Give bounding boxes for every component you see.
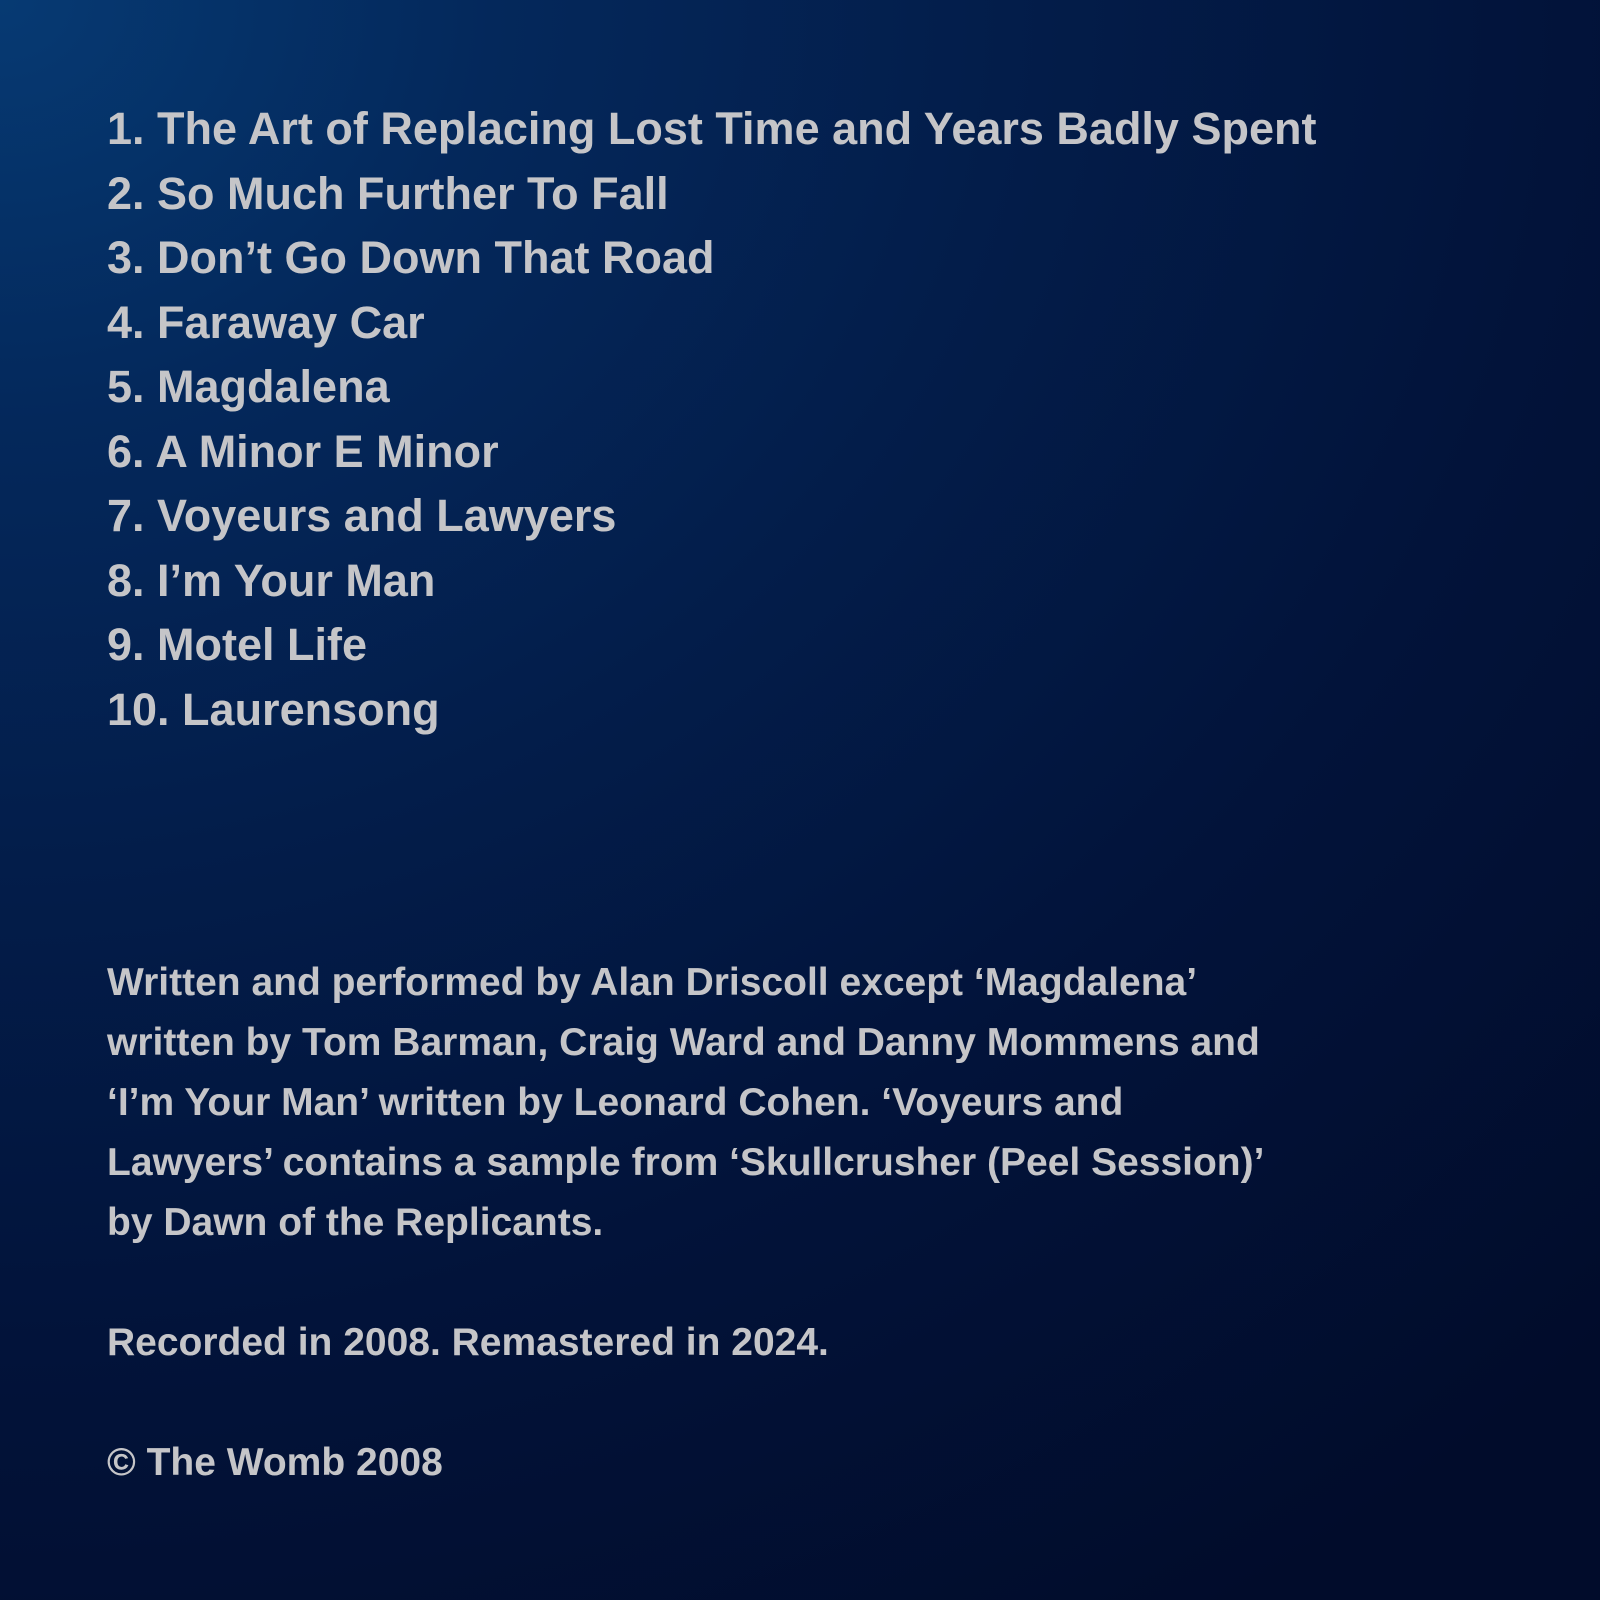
track-5: 5. Magdalena xyxy=(107,361,390,412)
track-1: 1. The Art of Replacing Lost Time and Years Badly Spent xyxy=(107,103,1317,154)
credits-line: Lawyers’ contains a sample from ‘Skullcrusher (Peel Session)’ xyxy=(107,1141,1265,1184)
track-7: 7. Voyeurs and Lawyers xyxy=(107,490,617,541)
tracklist xyxy=(107,97,1316,742)
credits-line: ‘I’m Your Man’ written by Leonard Cohen. ‘Voyeurs and xyxy=(107,1081,1124,1124)
credits-line: by Dawn of the Replicants. xyxy=(107,1201,604,1244)
copyright-notice: © The Womb 2008 xyxy=(107,1441,443,1484)
songwriting-credits xyxy=(107,953,1447,1253)
track-9: 9. Motel Life xyxy=(107,619,368,670)
credits-line: written by Tom Barman, Craig Ward and Danny Mommens and xyxy=(107,1021,1260,1064)
track-4: 4. Faraway Car xyxy=(107,296,425,348)
track-2: 2. So Much Further To Fall xyxy=(107,167,669,219)
track-10: 10. Laurensong xyxy=(107,683,440,735)
recording-note: Recorded in 2008. Remastered in 2024. xyxy=(107,1321,829,1364)
track-3: 3. Don’t Go Down That Road xyxy=(107,232,715,283)
track-6: 6. A Minor E Minor xyxy=(107,425,499,477)
credits-line: Written and performed by Alan Driscoll except ‘Magdalena’ xyxy=(107,961,1198,1004)
track-8: 8. I’m Your Man xyxy=(107,554,436,606)
